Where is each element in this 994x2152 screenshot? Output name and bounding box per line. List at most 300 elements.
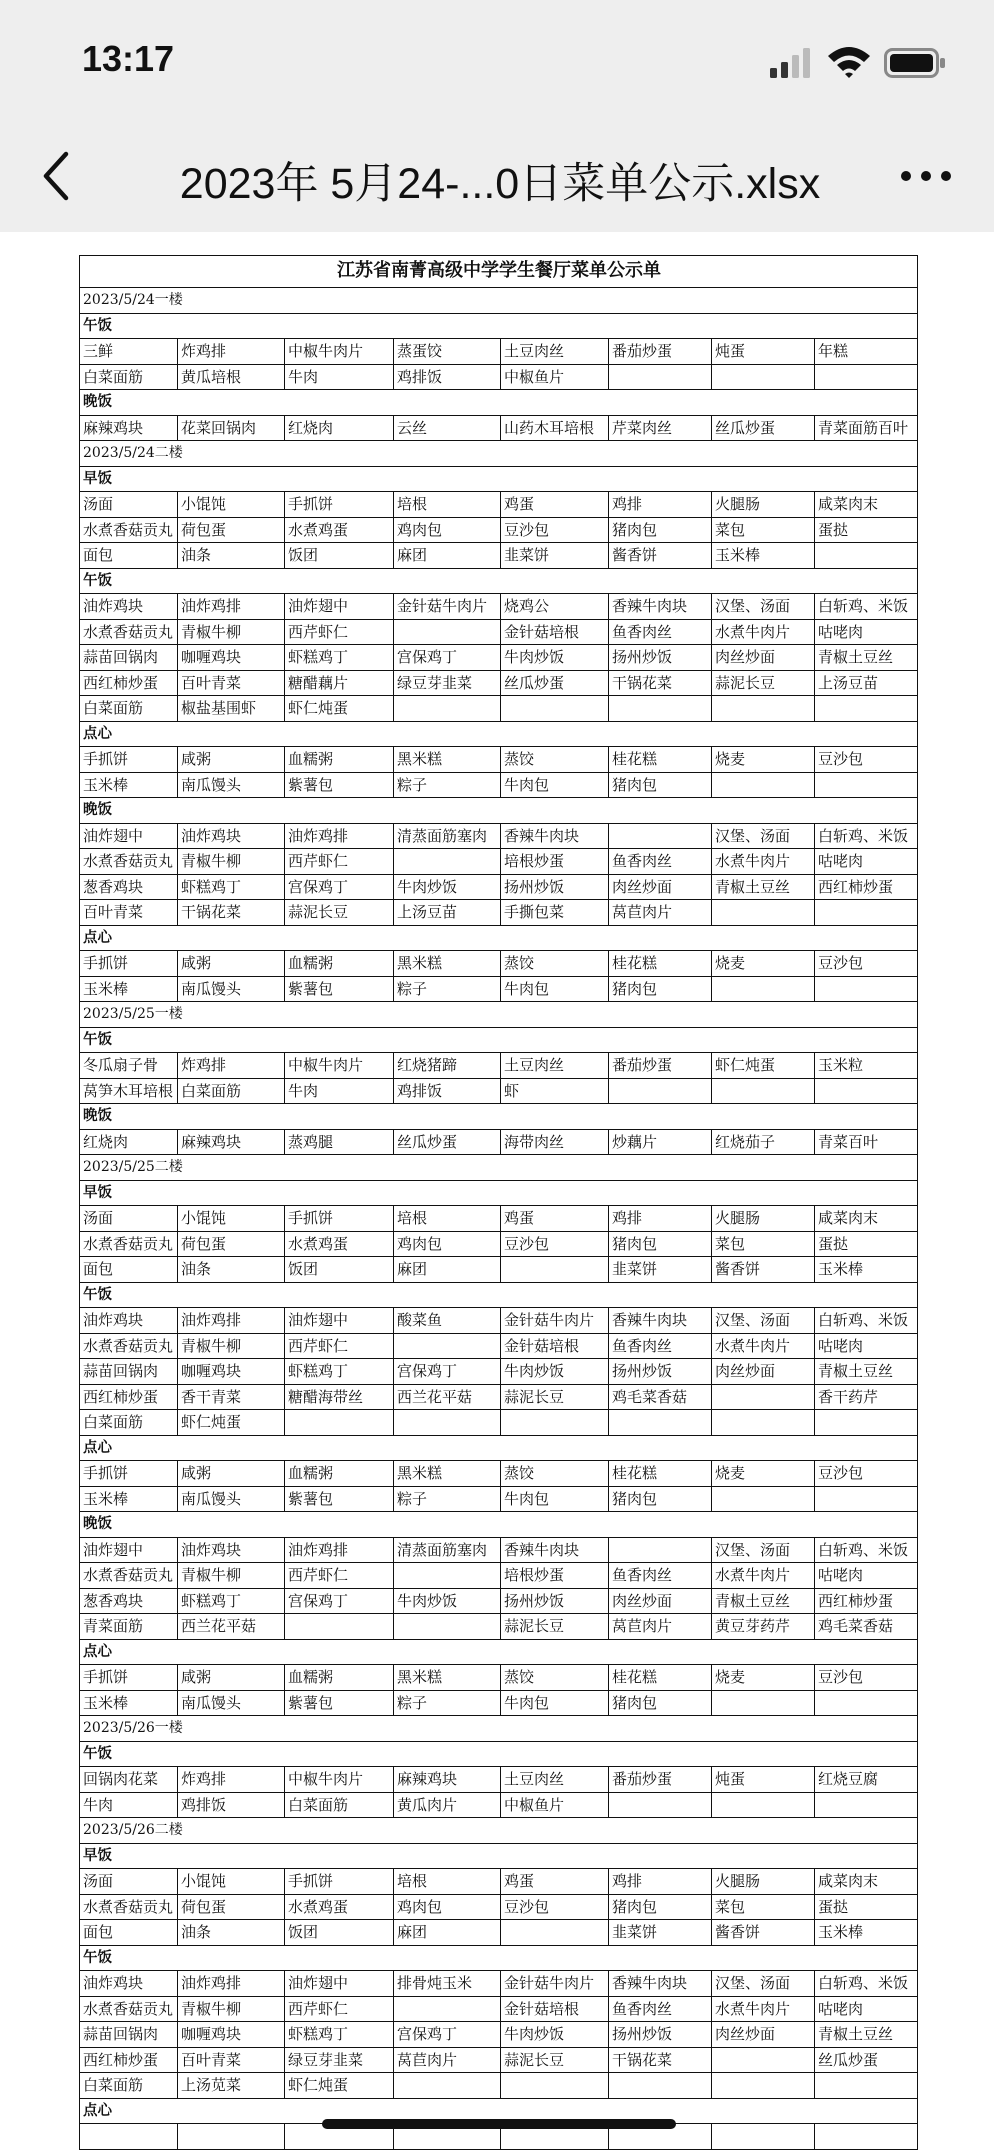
menu-cell[interactable]: 豆沙包: [815, 1665, 918, 1691]
menu-cell[interactable]: [712, 1792, 815, 1818]
menu-cell[interactable]: 糖醋海带丝: [285, 1384, 394, 1410]
menu-cell[interactable]: 血糯粥: [285, 1461, 394, 1487]
menu-cell[interactable]: [712, 2124, 815, 2150]
menu-cell[interactable]: [501, 1257, 609, 1283]
menu-cell[interactable]: 虾糕鸡丁: [285, 1359, 394, 1385]
menu-cell[interactable]: 汉堡、汤面: [712, 1537, 815, 1563]
menu-cell[interactable]: 酱香饼: [712, 1257, 815, 1283]
menu-cell[interactable]: 中椒牛肉片: [285, 339, 394, 365]
menu-cell[interactable]: 酱香饼: [609, 543, 712, 569]
meal-header-cell[interactable]: 早饭: [80, 466, 918, 492]
spreadsheet-view[interactable]: [0, 232, 994, 2152]
menu-cell[interactable]: 猪肉包: [609, 1486, 712, 1512]
menu-cell[interactable]: 咕咾肉: [815, 849, 918, 875]
menu-cell[interactable]: [501, 2073, 609, 2099]
menu-cell[interactable]: 油炸翅中: [80, 823, 178, 849]
menu-cell[interactable]: 粽子: [394, 772, 501, 798]
menu-cell[interactable]: 宫保鸡丁: [394, 2022, 501, 2048]
menu-cell[interactable]: 蒜泥长豆: [501, 2047, 609, 2073]
menu-cell[interactable]: 玉米粒: [815, 1053, 918, 1079]
menu-cell[interactable]: 水煮牛肉片: [712, 619, 815, 645]
menu-cell[interactable]: 桂花糕: [609, 951, 712, 977]
menu-cell[interactable]: 油炸翅中: [285, 1308, 394, 1334]
menu-cell[interactable]: 黑米糕: [394, 951, 501, 977]
menu-cell[interactable]: 青菜百叶: [815, 1129, 918, 1155]
menu-cell[interactable]: 香干青菜: [178, 1384, 285, 1410]
menu-cell[interactable]: 鸡毛菜香菇: [815, 1614, 918, 1640]
menu-cell[interactable]: 莴笋木耳培根: [80, 1078, 178, 1104]
menu-cell[interactable]: 粽子: [394, 1690, 501, 1716]
menu-cell[interactable]: 椒盐基围虾: [178, 696, 285, 722]
menu-cell[interactable]: 粽子: [394, 1486, 501, 1512]
menu-cell[interactable]: 莴苣肉片: [609, 900, 712, 926]
menu-cell[interactable]: 油炸翅中: [285, 1971, 394, 1997]
menu-cell[interactable]: 咸菜肉末: [815, 492, 918, 518]
menu-cell[interactable]: 蒜泥长豆: [285, 900, 394, 926]
meal-header-cell[interactable]: 午饭: [80, 568, 918, 594]
menu-cell[interactable]: 蒜泥长豆: [501, 1384, 609, 1410]
menu-cell[interactable]: 牛肉: [285, 1078, 394, 1104]
menu-cell[interactable]: 咸菜肉末: [815, 1206, 918, 1232]
menu-cell[interactable]: 饭团: [285, 1920, 394, 1946]
menu-cell[interactable]: 西红柿炒蛋: [815, 1588, 918, 1614]
menu-cell[interactable]: 金针菇培根: [501, 619, 609, 645]
menu-cell[interactable]: 油条: [178, 1920, 285, 1946]
menu-cell[interactable]: 牛肉包: [501, 1486, 609, 1512]
menu-cell[interactable]: 培根炒蛋: [501, 1563, 609, 1589]
menu-cell[interactable]: 烧麦: [712, 1665, 815, 1691]
menu-cell[interactable]: 手抓饼: [285, 1869, 394, 1895]
menu-cell[interactable]: [712, 1078, 815, 1104]
menu-cell[interactable]: 猪肉包: [609, 517, 712, 543]
menu-cell[interactable]: 鱼香肉丝: [609, 1996, 712, 2022]
menu-cell[interactable]: 咖喱鸡块: [178, 645, 285, 671]
menu-cell[interactable]: 烧鸡公: [501, 594, 609, 620]
menu-cell[interactable]: 青椒牛柳: [178, 619, 285, 645]
menu-cell[interactable]: [815, 976, 918, 1002]
menu-cell[interactable]: 肉丝炒面: [609, 874, 712, 900]
menu-cell[interactable]: 蒸蛋饺: [394, 339, 501, 365]
menu-cell[interactable]: 水煮鸡蛋: [285, 517, 394, 543]
menu-cell[interactable]: [712, 364, 815, 390]
menu-cell[interactable]: [609, 823, 712, 849]
menu-cell[interactable]: 丝瓜炒蛋: [712, 415, 815, 441]
menu-cell[interactable]: [501, 1920, 609, 1946]
menu-cell[interactable]: 牛肉炒饭: [501, 2022, 609, 2048]
date-header-cell[interactable]: 2023/5/25二楼: [80, 1155, 918, 1181]
menu-cell[interactable]: 荷包蛋: [178, 1231, 285, 1257]
menu-cell[interactable]: 猪肉包: [609, 1690, 712, 1716]
menu-cell[interactable]: 麻辣鸡块: [394, 1767, 501, 1793]
menu-cell[interactable]: [394, 1614, 501, 1640]
menu-cell[interactable]: 蒜泥长豆: [501, 1614, 609, 1640]
menu-cell[interactable]: 中椒牛肉片: [285, 1053, 394, 1079]
menu-cell[interactable]: 红烧肉: [80, 1129, 178, 1155]
menu-cell[interactable]: 虾糕鸡丁: [285, 2022, 394, 2048]
menu-cell[interactable]: [394, 619, 501, 645]
menu-cell[interactable]: 咕咾肉: [815, 1333, 918, 1359]
menu-cell[interactable]: 海带肉丝: [501, 1129, 609, 1155]
menu-cell[interactable]: [815, 1486, 918, 1512]
menu-cell[interactable]: 鸡肉包: [394, 1231, 501, 1257]
menu-cell[interactable]: 玉米棒: [815, 1920, 918, 1946]
menu-cell[interactable]: [815, 900, 918, 926]
menu-cell[interactable]: 金针菇培根: [501, 1996, 609, 2022]
menu-cell[interactable]: 回锅肉花菜: [80, 1767, 178, 1793]
menu-cell[interactable]: 炖蛋: [712, 339, 815, 365]
menu-cell[interactable]: 黄瓜肉片: [394, 1792, 501, 1818]
menu-cell[interactable]: 上汤苋菜: [178, 2073, 285, 2099]
menu-cell[interactable]: 西芹虾仁: [285, 849, 394, 875]
menu-cell[interactable]: 菜包: [712, 1894, 815, 1920]
menu-cell[interactable]: [815, 1792, 918, 1818]
more-options-button[interactable]: [896, 158, 956, 194]
menu-cell[interactable]: 油炸翅中: [80, 1537, 178, 1563]
menu-cell[interactable]: 水煮牛肉片: [712, 1563, 815, 1589]
menu-cell[interactable]: 玉米棒: [80, 772, 178, 798]
menu-cell[interactable]: [394, 1333, 501, 1359]
menu-cell[interactable]: 青椒土豆丝: [712, 1588, 815, 1614]
menu-cell[interactable]: 蒸饺: [501, 747, 609, 773]
menu-cell[interactable]: 饭团: [285, 1257, 394, 1283]
menu-cell[interactable]: 炸鸡排: [178, 1053, 285, 1079]
menu-cell[interactable]: 黑米糕: [394, 747, 501, 773]
menu-cell[interactable]: 鱼香肉丝: [609, 1563, 712, 1589]
menu-cell[interactable]: 西兰花平菇: [394, 1384, 501, 1410]
menu-cell[interactable]: 水煮牛肉片: [712, 1333, 815, 1359]
menu-cell[interactable]: 西芹虾仁: [285, 1996, 394, 2022]
meal-header-cell[interactable]: 晚饭: [80, 798, 918, 824]
menu-cell[interactable]: [501, 1410, 609, 1436]
menu-cell[interactable]: 油炸鸡块: [80, 1308, 178, 1334]
menu-cell[interactable]: 上汤豆苗: [815, 670, 918, 696]
menu-cell[interactable]: [712, 900, 815, 926]
meal-header-cell[interactable]: 早饭: [80, 1843, 918, 1869]
menu-cell[interactable]: 油炸鸡排: [285, 1537, 394, 1563]
menu-cell[interactable]: 面包: [80, 543, 178, 569]
menu-cell[interactable]: 香辣牛肉块: [609, 1971, 712, 1997]
menu-cell[interactable]: 宫保鸡丁: [394, 645, 501, 671]
menu-cell[interactable]: 小馄饨: [178, 492, 285, 518]
menu-cell[interactable]: 土豆肉丝: [501, 1767, 609, 1793]
menu-cell[interactable]: 荷包蛋: [178, 517, 285, 543]
menu-cell[interactable]: [80, 2124, 178, 2150]
menu-cell[interactable]: 油条: [178, 1257, 285, 1283]
menu-cell[interactable]: 玉米棒: [80, 1486, 178, 1512]
date-header-cell[interactable]: 2023/5/26一楼: [80, 1716, 918, 1742]
meal-header-cell[interactable]: 点心: [80, 2098, 918, 2124]
menu-cell[interactable]: 蒜泥长豆: [712, 670, 815, 696]
meal-header-cell[interactable]: 午饭: [80, 1282, 918, 1308]
menu-cell[interactable]: 菜包: [712, 517, 815, 543]
menu-cell[interactable]: 酸菜鱼: [394, 1308, 501, 1334]
date-header-cell[interactable]: 2023/5/24二楼: [80, 441, 918, 467]
menu-cell[interactable]: 鸡蛋: [501, 492, 609, 518]
menu-cell[interactable]: 白斩鸡、米饭: [815, 594, 918, 620]
menu-cell[interactable]: 虾糕鸡丁: [178, 874, 285, 900]
menu-cell[interactable]: 牛肉包: [501, 772, 609, 798]
menu-cell[interactable]: 油炸鸡块: [178, 1537, 285, 1563]
menu-cell[interactable]: 红烧茄子: [712, 1129, 815, 1155]
menu-cell[interactable]: 牛肉炒饭: [501, 645, 609, 671]
menu-cell[interactable]: 油条: [178, 543, 285, 569]
menu-cell[interactable]: 鸡肉包: [394, 1894, 501, 1920]
menu-cell[interactable]: 咕咾肉: [815, 1996, 918, 2022]
menu-cell[interactable]: 鱼香肉丝: [609, 849, 712, 875]
menu-cell[interactable]: 西红柿炒蛋: [80, 670, 178, 696]
menu-cell[interactable]: 水煮牛肉片: [712, 849, 815, 875]
menu-cell[interactable]: 水煮香菇贡丸: [80, 1333, 178, 1359]
menu-cell[interactable]: 宫保鸡丁: [285, 1588, 394, 1614]
menu-cell[interactable]: [609, 364, 712, 390]
menu-cell[interactable]: 油炸鸡排: [178, 1308, 285, 1334]
menu-cell[interactable]: 韭菜饼: [609, 1920, 712, 1946]
menu-cell[interactable]: [609, 1537, 712, 1563]
menu-cell[interactable]: 水煮香菇贡丸: [80, 1894, 178, 1920]
menu-cell[interactable]: 麻团: [394, 543, 501, 569]
menu-cell[interactable]: 牛肉: [285, 364, 394, 390]
menu-cell[interactable]: [815, 543, 918, 569]
menu-cell[interactable]: 油炸鸡块: [178, 823, 285, 849]
menu-cell[interactable]: 手抓饼: [80, 1461, 178, 1487]
menu-cell[interactable]: 白斩鸡、米饭: [815, 1537, 918, 1563]
menu-cell[interactable]: 紫薯包: [285, 976, 394, 1002]
menu-cell[interactable]: [394, 2073, 501, 2099]
menu-cell[interactable]: 韭菜饼: [501, 543, 609, 569]
menu-cell[interactable]: [815, 1078, 918, 1104]
menu-cell[interactable]: 玉米棒: [80, 976, 178, 1002]
menu-cell[interactable]: 宫保鸡丁: [285, 874, 394, 900]
menu-cell[interactable]: 炸鸡排: [178, 1767, 285, 1793]
menu-cell[interactable]: 菜包: [712, 1231, 815, 1257]
menu-cell[interactable]: 豆沙包: [501, 1894, 609, 1920]
menu-cell[interactable]: 蒸饺: [501, 1461, 609, 1487]
menu-cell[interactable]: 培根: [394, 492, 501, 518]
menu-cell[interactable]: 鸡蛋: [501, 1869, 609, 1895]
menu-cell[interactable]: 金针菇牛肉片: [394, 594, 501, 620]
menu-cell[interactable]: 绿豆芽韭菜: [394, 670, 501, 696]
menu-cell[interactable]: 麻团: [394, 1257, 501, 1283]
menu-cell[interactable]: 炸鸡排: [178, 339, 285, 365]
menu-cell[interactable]: [712, 772, 815, 798]
menu-cell[interactable]: 油炸鸡排: [178, 1971, 285, 1997]
menu-cell[interactable]: 葱香鸡块: [80, 874, 178, 900]
menu-cell[interactable]: 油炸鸡块: [80, 594, 178, 620]
menu-cell[interactable]: 水煮香菇贡丸: [80, 1996, 178, 2022]
menu-cell[interactable]: 烧麦: [712, 747, 815, 773]
meal-header-cell[interactable]: 午饭: [80, 1945, 918, 1971]
menu-cell[interactable]: 鸡排饭: [394, 364, 501, 390]
menu-cell[interactable]: 莴苣肉片: [609, 1614, 712, 1640]
menu-cell[interactable]: 豆沙包: [501, 517, 609, 543]
menu-cell[interactable]: 桂花糕: [609, 1461, 712, 1487]
menu-cell[interactable]: 鸡肉包: [394, 517, 501, 543]
meal-header-cell[interactable]: 点心: [80, 1435, 918, 1461]
menu-cell[interactable]: 青椒土豆丝: [815, 1359, 918, 1385]
menu-cell[interactable]: 咕咾肉: [815, 1563, 918, 1589]
menu-cell[interactable]: 火腿肠: [712, 492, 815, 518]
menu-cell[interactable]: 百叶青菜: [178, 670, 285, 696]
menu-cell[interactable]: 水煮香菇贡丸: [80, 849, 178, 875]
menu-cell[interactable]: [285, 1410, 394, 1436]
menu-cell[interactable]: 番茄炒蛋: [609, 1053, 712, 1079]
menu-cell[interactable]: 西芹虾仁: [285, 1563, 394, 1589]
menu-cell[interactable]: 西芹虾仁: [285, 1333, 394, 1359]
menu-cell[interactable]: 水煮牛肉片: [712, 1996, 815, 2022]
menu-cell[interactable]: [712, 1690, 815, 1716]
menu-cell[interactable]: 血糯粥: [285, 951, 394, 977]
menu-cell[interactable]: 黑米糕: [394, 1461, 501, 1487]
menu-cell[interactable]: 咸粥: [178, 1665, 285, 1691]
menu-cell[interactable]: 水煮鸡蛋: [285, 1231, 394, 1257]
menu-cell[interactable]: 汤面: [80, 1206, 178, 1232]
menu-cell[interactable]: 虾仁炖蛋: [712, 1053, 815, 1079]
menu-cell[interactable]: 鸡毛菜香菇: [609, 1384, 712, 1410]
menu-cell[interactable]: 青菜面筋百叶: [815, 415, 918, 441]
menu-cell[interactable]: 金针菇牛肉片: [501, 1971, 609, 1997]
menu-cell[interactable]: 青椒牛柳: [178, 849, 285, 875]
meal-header-cell[interactable]: 晚饭: [80, 1104, 918, 1130]
menu-cell[interactable]: [712, 2047, 815, 2073]
menu-cell[interactable]: 青椒土豆丝: [815, 2022, 918, 2048]
menu-cell[interactable]: 香辣牛肉块: [501, 1537, 609, 1563]
menu-cell[interactable]: 西红柿炒蛋: [80, 2047, 178, 2073]
menu-cell[interactable]: 咖喱鸡块: [178, 2022, 285, 2048]
meal-header-cell[interactable]: 点心: [80, 721, 918, 747]
menu-cell[interactable]: 扬州炒饭: [609, 1359, 712, 1385]
menu-cell[interactable]: 鸡排饭: [178, 1792, 285, 1818]
menu-cell[interactable]: 蒸饺: [501, 951, 609, 977]
menu-cell[interactable]: 年糕: [815, 339, 918, 365]
menu-cell[interactable]: 清蒸面筋塞肉: [394, 1537, 501, 1563]
menu-cell[interactable]: 蛋挞: [815, 517, 918, 543]
menu-cell[interactable]: 白菜面筋: [80, 1410, 178, 1436]
menu-cell[interactable]: 水煮香菇贡丸: [80, 517, 178, 543]
menu-cell[interactable]: 西红柿炒蛋: [80, 1384, 178, 1410]
menu-cell[interactable]: 猪肉包: [609, 1231, 712, 1257]
menu-cell[interactable]: 猪肉包: [609, 1894, 712, 1920]
menu-cell[interactable]: 丝瓜炒蛋: [394, 1129, 501, 1155]
menu-cell[interactable]: 黄瓜培根: [178, 364, 285, 390]
menu-cell[interactable]: 黄豆芽药芹: [712, 1614, 815, 1640]
menu-cell[interactable]: 三鲜: [80, 339, 178, 365]
menu-cell[interactable]: 中椒鱼片: [501, 364, 609, 390]
menu-cell[interactable]: 血糯粥: [285, 1665, 394, 1691]
menu-cell[interactable]: 炒藕片: [609, 1129, 712, 1155]
menu-cell[interactable]: 桂花糕: [609, 1665, 712, 1691]
menu-cell[interactable]: [712, 1410, 815, 1436]
menu-cell[interactable]: 土豆肉丝: [501, 339, 609, 365]
date-header-cell[interactable]: 2023/5/26二楼: [80, 1818, 918, 1844]
menu-cell[interactable]: 汉堡、汤面: [712, 1971, 815, 1997]
menu-cell[interactable]: [394, 1996, 501, 2022]
menu-cell[interactable]: 蒜苗回锅肉: [80, 1359, 178, 1385]
menu-cell[interactable]: 扬州炒饭: [501, 1588, 609, 1614]
menu-cell[interactable]: 土豆肉丝: [501, 1053, 609, 1079]
menu-cell[interactable]: 绿豆芽韭菜: [285, 2047, 394, 2073]
menu-cell[interactable]: [394, 1410, 501, 1436]
menu-cell[interactable]: 丝瓜炒蛋: [501, 670, 609, 696]
menu-cell[interactable]: 水煮鸡蛋: [285, 1894, 394, 1920]
menu-cell[interactable]: 咕咾肉: [815, 619, 918, 645]
menu-cell[interactable]: 金针菇培根: [501, 1333, 609, 1359]
menu-cell[interactable]: [815, 1690, 918, 1716]
menu-cell[interactable]: 鸡排饭: [394, 1078, 501, 1104]
menu-cell[interactable]: 牛肉包: [501, 976, 609, 1002]
menu-cell[interactable]: 中椒鱼片: [501, 1792, 609, 1818]
menu-cell[interactable]: 紫薯包: [285, 772, 394, 798]
menu-cell[interactable]: 金针菇牛肉片: [501, 1308, 609, 1334]
menu-cell[interactable]: 火腿肠: [712, 1869, 815, 1895]
menu-cell[interactable]: 豆沙包: [815, 1461, 918, 1487]
menu-cell[interactable]: 豆沙包: [815, 747, 918, 773]
menu-cell[interactable]: 白菜面筋: [178, 1078, 285, 1104]
menu-cell[interactable]: 蒸鸡腿: [285, 1129, 394, 1155]
menu-cell[interactable]: 火腿肠: [712, 1206, 815, 1232]
menu-cell[interactable]: [815, 364, 918, 390]
meal-header-cell[interactable]: 早饭: [80, 1180, 918, 1206]
menu-cell[interactable]: 蛋挞: [815, 1894, 918, 1920]
menu-cell[interactable]: 咸粥: [178, 1461, 285, 1487]
menu-cell[interactable]: 莴苣肉片: [394, 2047, 501, 2073]
menu-cell[interactable]: 白斩鸡、米饭: [815, 823, 918, 849]
menu-cell[interactable]: 肉丝炒面: [712, 2022, 815, 2048]
menu-cell[interactable]: 饭团: [285, 543, 394, 569]
menu-cell[interactable]: 宫保鸡丁: [394, 1359, 501, 1385]
menu-cell[interactable]: 麻辣鸡块: [178, 1129, 285, 1155]
menu-cell[interactable]: [712, 696, 815, 722]
menu-cell[interactable]: 炖蛋: [712, 1767, 815, 1793]
menu-cell[interactable]: [815, 772, 918, 798]
menu-cell[interactable]: 鱼香肉丝: [609, 619, 712, 645]
meal-header-cell[interactable]: 点心: [80, 1639, 918, 1665]
menu-cell[interactable]: 黑米糕: [394, 1665, 501, 1691]
menu-cell[interactable]: 云丝: [394, 415, 501, 441]
menu-cell[interactable]: 虾仁炖蛋: [285, 696, 394, 722]
menu-cell[interactable]: 南瓜馒头: [178, 1486, 285, 1512]
menu-cell[interactable]: 咸粥: [178, 747, 285, 773]
menu-cell[interactable]: 鸡排: [609, 492, 712, 518]
menu-cell[interactable]: 麻辣鸡块: [80, 415, 178, 441]
menu-cell[interactable]: 南瓜馒头: [178, 976, 285, 1002]
menu-cell[interactable]: [815, 1410, 918, 1436]
menu-cell[interactable]: 手抓饼: [285, 1206, 394, 1232]
menu-cell[interactable]: [815, 2124, 918, 2150]
menu-cell[interactable]: 猪肉包: [609, 772, 712, 798]
menu-cell[interactable]: 小馄饨: [178, 1206, 285, 1232]
menu-cell[interactable]: [815, 2073, 918, 2099]
menu-cell[interactable]: [609, 1078, 712, 1104]
menu-cell[interactable]: [609, 2073, 712, 2099]
menu-cell[interactable]: 干锅花菜: [609, 670, 712, 696]
menu-cell[interactable]: 油炸鸡排: [178, 594, 285, 620]
menu-cell[interactable]: [394, 849, 501, 875]
menu-cell[interactable]: 番茄炒蛋: [609, 1767, 712, 1793]
menu-cell[interactable]: 水煮香菇贡丸: [80, 1231, 178, 1257]
menu-cell[interactable]: 青椒牛柳: [178, 1333, 285, 1359]
menu-cell[interactable]: 鱼香肉丝: [609, 1333, 712, 1359]
menu-cell[interactable]: 猪肉包: [609, 976, 712, 1002]
menu-cell[interactable]: 牛肉: [80, 1792, 178, 1818]
menu-cell[interactable]: 丝瓜炒蛋: [815, 2047, 918, 2073]
menu-cell[interactable]: 蛋挞: [815, 1231, 918, 1257]
menu-cell[interactable]: 蒜苗回锅肉: [80, 2022, 178, 2048]
menu-cell[interactable]: 冬瓜扇子骨: [80, 1053, 178, 1079]
menu-cell[interactable]: 青菜面筋: [80, 1614, 178, 1640]
menu-cell[interactable]: 扬州炒饭: [501, 874, 609, 900]
menu-cell[interactable]: [501, 696, 609, 722]
menu-cell[interactable]: 南瓜馒头: [178, 772, 285, 798]
